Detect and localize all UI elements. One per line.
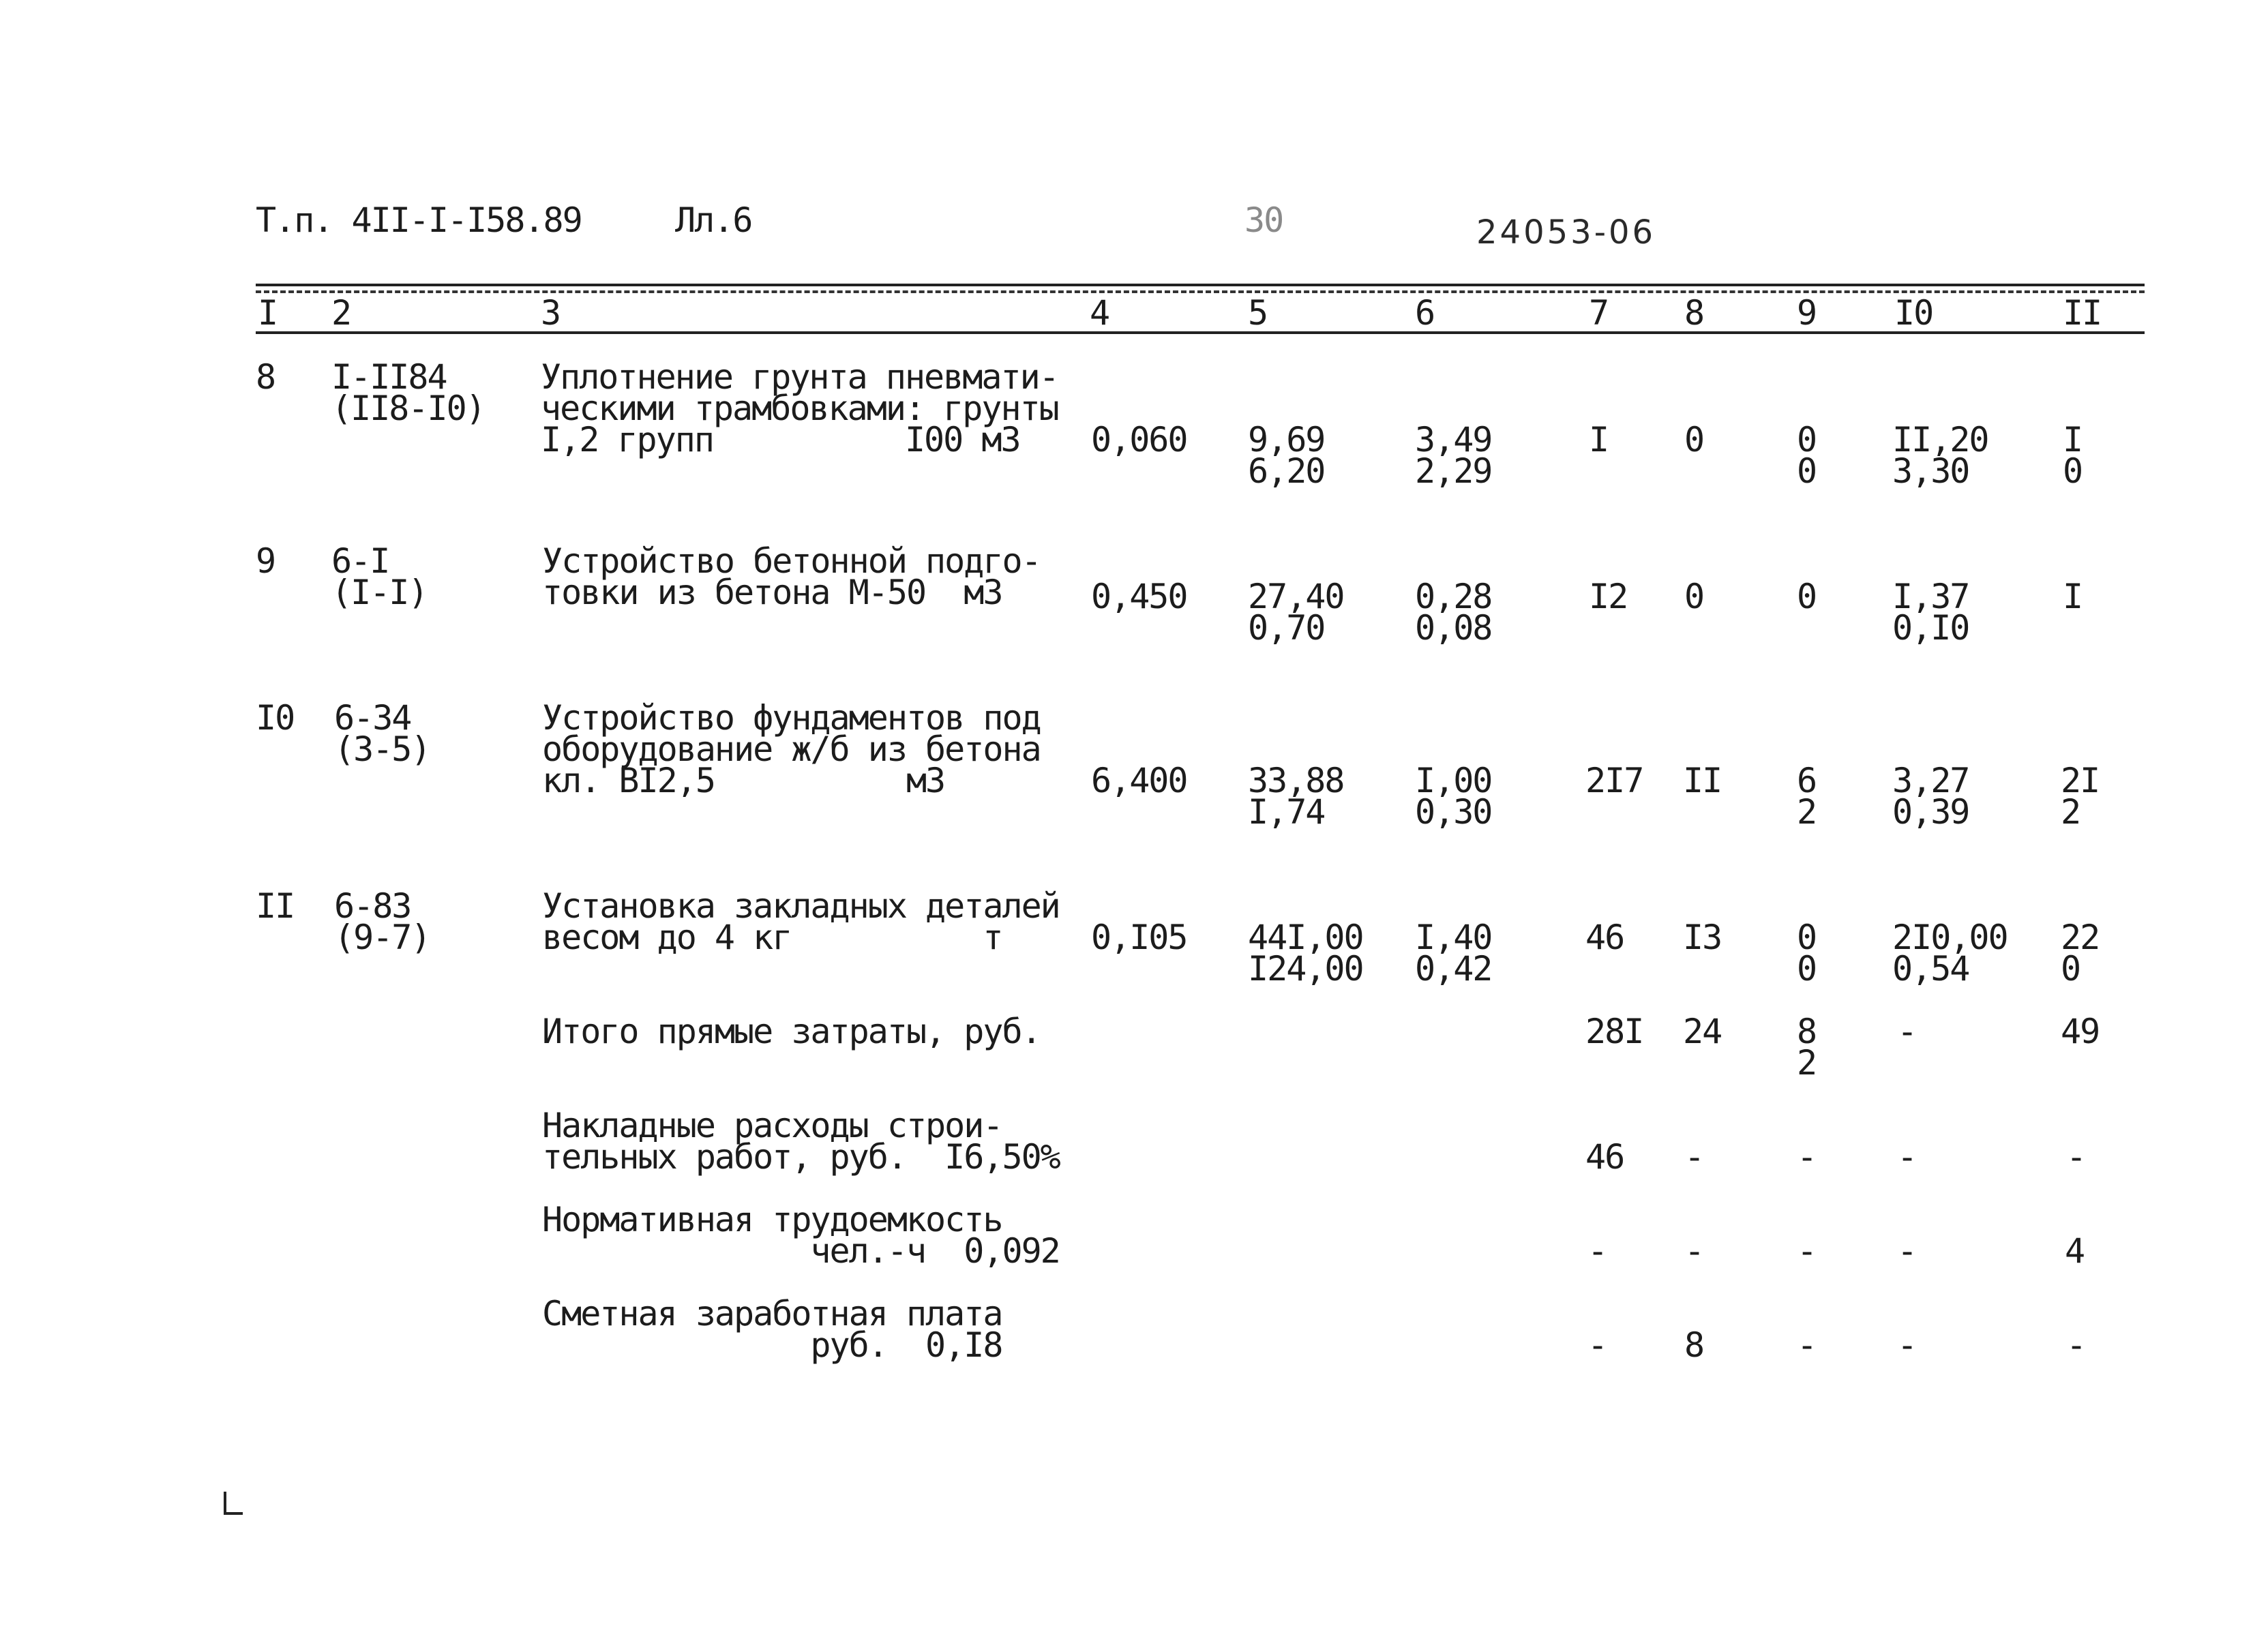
row-col9-sub: 0	[1797, 451, 1817, 491]
sheet-label: Лл.6	[675, 200, 752, 240]
row-col7: I2	[1589, 577, 1628, 616]
row-col11: 22	[2061, 918, 2100, 957]
row-col6-sub: 0,08	[1415, 608, 1492, 648]
row-col5: 27,40	[1248, 577, 1344, 616]
row-number: 9	[256, 541, 275, 581]
row-description: I,2 групп I00 м3	[541, 420, 1020, 459]
row-col5: 9,69	[1248, 420, 1325, 459]
row-col6-sub: 0,30	[1415, 792, 1492, 832]
row-col8: 0	[1684, 577, 1704, 616]
row-number: 8	[256, 357, 275, 397]
column-header-5: 5	[1248, 293, 1268, 333]
row-quantity: 6,400	[1091, 761, 1187, 800]
row-col6: I,00	[1415, 761, 1492, 800]
summary-label: Нормативная трудоемкость	[542, 1200, 1002, 1239]
row-col8: II	[1683, 761, 1722, 800]
row-description: Установка закладных деталей	[542, 886, 1060, 926]
row-col6: 0,28	[1415, 577, 1492, 616]
summary-col8: -	[1684, 1137, 1704, 1177]
header-rule-bottom	[256, 331, 2145, 334]
row-description: Устройство фундаментов под	[542, 698, 1041, 738]
row-quantity: 0,450	[1091, 577, 1187, 616]
row-col11-sub: 2	[2061, 792, 2080, 832]
summary-col8: 24	[1683, 1012, 1722, 1051]
row-col5-sub: 6,20	[1248, 451, 1325, 491]
column-header-9: 9	[1797, 293, 1817, 333]
row-col9-sub: 2	[1797, 792, 1817, 832]
row-col9-sub: 0	[1797, 949, 1817, 989]
summary-col11: 4	[2065, 1231, 2085, 1271]
row-number: I0	[256, 698, 295, 738]
row-col9: 0	[1797, 918, 1817, 957]
row-description: Устройство бетонной подго-	[542, 541, 1041, 581]
summary-label: Итого прямые затраты, руб.	[542, 1012, 1041, 1051]
row-col11-sub: 0	[2063, 451, 2083, 491]
row-code-alt: (I-I)	[331, 573, 428, 612]
summary-col10: -	[1897, 1325, 1917, 1365]
summary-label: Накладные расходы строи-	[542, 1106, 1002, 1145]
summary-col8: -	[1684, 1231, 1704, 1271]
summary-col8: 8	[1684, 1325, 1704, 1365]
row-col7: I	[1589, 420, 1609, 459]
row-code-alt: (9-7)	[334, 918, 430, 957]
row-description: Уплотнение грунта пневмати-	[541, 357, 1058, 397]
row-col11: I	[2063, 577, 2083, 616]
summary-col9-sub: 2	[1797, 1043, 1817, 1083]
row-col10: II,20	[1892, 420, 1988, 459]
handwritten-code: 24053-06	[1476, 213, 1656, 252]
summary-col7: 28I	[1585, 1012, 1643, 1051]
row-col5-sub: I24,00	[1248, 949, 1363, 989]
row-col8: 0	[1684, 420, 1704, 459]
row-description: кл. ВI2,5 м3	[542, 761, 945, 800]
header-rule-top-dashed	[256, 290, 2145, 293]
corner-mark	[224, 1492, 243, 1515]
column-header-1: I	[258, 293, 278, 333]
column-header-8: 8	[1684, 293, 1704, 333]
row-col6: I,40	[1415, 918, 1492, 957]
row-col11: I	[2063, 420, 2083, 459]
row-col10-sub: 0,54	[1892, 949, 1969, 989]
row-code: 6-I	[331, 541, 389, 581]
row-col6-sub: 2,29	[1415, 451, 1492, 491]
column-header-2: 2	[331, 293, 351, 333]
column-header-10: I0	[1894, 293, 1933, 333]
row-quantity: 0,060	[1091, 420, 1187, 459]
row-description: ческими трамбовками: грунты	[541, 389, 1058, 428]
summary-col10: -	[1897, 1137, 1917, 1177]
row-col8: I3	[1683, 918, 1722, 957]
row-col11-sub: 0	[2061, 949, 2080, 989]
column-header-4: 4	[1090, 293, 1109, 333]
row-col6: 3,49	[1415, 420, 1492, 459]
row-col7: 46	[1585, 918, 1624, 957]
summary-label: Сметная заработная плата	[542, 1294, 1002, 1333]
row-code-alt: (II8-I0)	[331, 389, 485, 428]
row-col10: I,37	[1892, 577, 1969, 616]
column-header-11: II	[2063, 293, 2102, 333]
doc-reference: Т.п. 4II-I-I58.89	[256, 200, 582, 240]
summary-col9: -	[1797, 1137, 1817, 1177]
row-col5-sub: 0,70	[1248, 608, 1325, 648]
summary-col10: -	[1897, 1231, 1917, 1271]
row-code: I-II84	[331, 357, 447, 397]
summary-col7: -	[1587, 1325, 1607, 1365]
summary-col9: -	[1797, 1325, 1817, 1365]
row-code: 6-34	[334, 698, 411, 738]
summary-label: тельных работ, руб. I6,50%	[542, 1137, 1060, 1177]
row-col5: 33,88	[1248, 761, 1344, 800]
row-col6-sub: 0,42	[1415, 949, 1492, 989]
column-header-6: 6	[1415, 293, 1435, 333]
row-col11: 2I	[2061, 761, 2100, 800]
summary-col11: -	[2066, 1325, 2086, 1365]
row-col7: 2I7	[1585, 761, 1643, 800]
row-col10: 3,27	[1892, 761, 1969, 800]
header-rule-top	[256, 284, 2145, 286]
row-code: 6-83	[334, 886, 411, 926]
summary-label: чел.-ч 0,092	[542, 1231, 1060, 1271]
page-number: 30	[1244, 200, 1283, 240]
row-col10-sub: 0,I0	[1892, 608, 1969, 648]
column-header-3: 3	[541, 293, 561, 333]
row-description: оборудование ж/б из бетона	[542, 729, 1041, 769]
summary-col7: 46	[1585, 1137, 1624, 1177]
row-code-alt: (3-5)	[334, 729, 430, 769]
row-number: II	[256, 886, 295, 926]
summary-label: руб. 0,I8	[542, 1325, 1002, 1365]
row-col10: 2I0,00	[1892, 918, 2008, 957]
row-col9: 6	[1797, 761, 1817, 800]
row-quantity: 0,I05	[1091, 918, 1187, 957]
summary-col11: -	[2066, 1137, 2086, 1177]
summary-col10: -	[1897, 1012, 1917, 1051]
column-header-7: 7	[1589, 293, 1609, 333]
row-col10-sub: 3,30	[1892, 451, 1969, 491]
summary-col11: 49	[2061, 1012, 2100, 1051]
row-col9: 0	[1797, 420, 1817, 459]
row-col10-sub: 0,39	[1892, 792, 1969, 832]
row-description: весом до 4 кг т	[542, 918, 1002, 957]
row-col5: 44I,00	[1248, 918, 1363, 957]
summary-col9: 8	[1797, 1012, 1817, 1051]
row-col9: 0	[1797, 577, 1817, 616]
row-col5-sub: I,74	[1248, 792, 1325, 832]
row-description: товки из бетона М-50 м3	[542, 573, 1002, 612]
summary-col7: -	[1587, 1231, 1607, 1271]
summary-col9: -	[1797, 1231, 1817, 1271]
